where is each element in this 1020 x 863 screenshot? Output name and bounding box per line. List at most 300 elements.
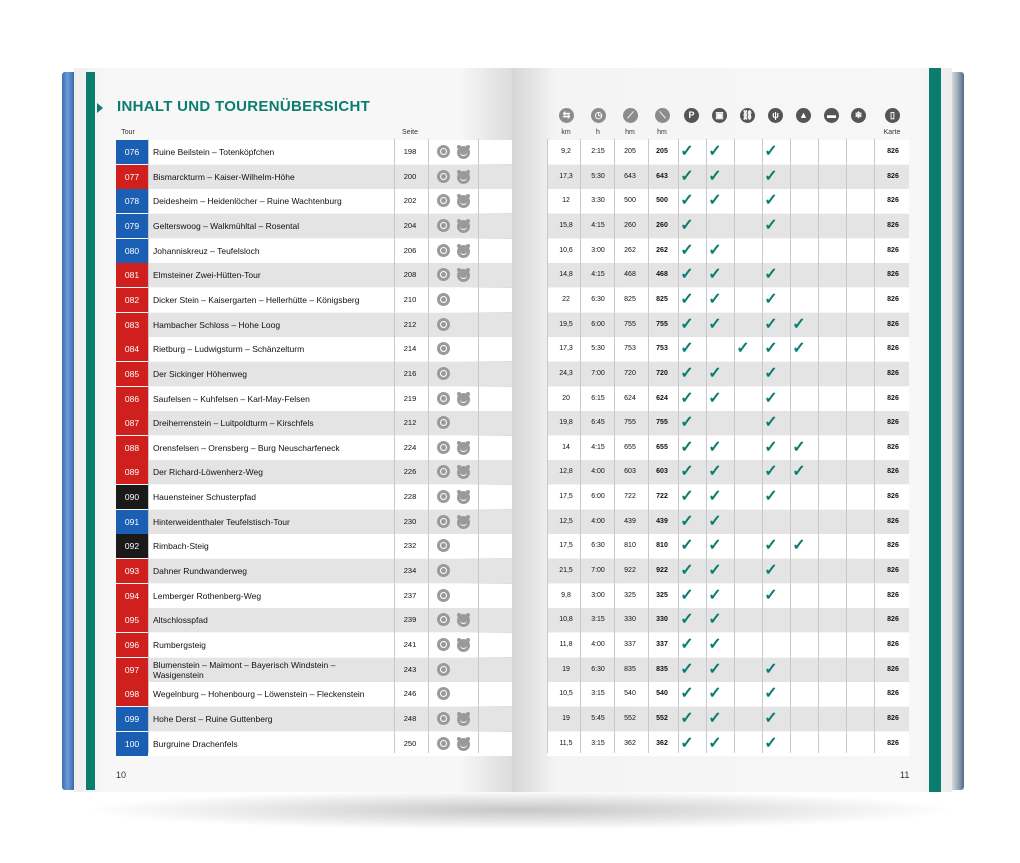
descent-hm: 825 <box>656 296 668 303</box>
check-icon: ✓ <box>708 611 722 628</box>
circular-route-icon <box>437 663 450 676</box>
check-icon: ✓ <box>764 291 778 308</box>
tour-page: 214 <box>403 344 417 353</box>
map-number: 826 <box>887 542 899 549</box>
ascent-hm: 205 <box>624 148 636 155</box>
check-icon: ✓ <box>680 291 694 308</box>
check-icon: ✓ <box>708 439 722 456</box>
column-divider <box>846 139 847 753</box>
tour-number: 089 <box>116 460 148 484</box>
check-icon: ✓ <box>764 316 778 333</box>
tour-number: 100 <box>116 732 148 756</box>
tour-number: 094 <box>116 584 148 608</box>
distance-km: 11,5 <box>559 740 573 747</box>
map-number: 826 <box>887 271 899 278</box>
ascent-hm: 500 <box>624 197 636 204</box>
tour-name: Rietburg – Ludwigsturm – Schänzelturm <box>153 344 305 354</box>
ascent-hm: 540 <box>624 690 636 697</box>
map-number: 826 <box>887 567 899 574</box>
tour-name: Hauensteiner Schusterpfad <box>153 492 257 502</box>
ascent-hm: 362 <box>624 740 636 747</box>
check-icon: ✓ <box>680 266 694 283</box>
ascent-hm: 337 <box>624 641 636 648</box>
tour-page: 200 <box>403 172 417 181</box>
header-karte: Karte <box>883 129 901 136</box>
check-icon: ✓ <box>680 661 694 678</box>
map-number: 826 <box>887 222 899 229</box>
bear-family-icon <box>457 516 470 529</box>
column-divider <box>706 139 707 753</box>
circular-route-icon <box>437 367 450 380</box>
distance-km: 9,2 <box>561 148 571 155</box>
tour-number: 081 <box>116 263 148 287</box>
column-divider <box>148 139 149 753</box>
tour-number: 086 <box>116 387 148 411</box>
tour-page: 243 <box>403 665 417 674</box>
check-icon: ✓ <box>708 365 722 382</box>
distance-km: 17,5 <box>559 542 573 549</box>
descent-hm: 439 <box>656 518 668 525</box>
bear-family-icon <box>457 220 470 233</box>
duration-h: 6:15 <box>591 395 605 402</box>
distance-km: 19 <box>562 666 570 673</box>
tour-page: 228 <box>403 492 417 501</box>
descent-hm: 500 <box>656 197 668 204</box>
check-icon: ✓ <box>680 636 694 653</box>
check-icon: ✓ <box>708 242 722 259</box>
tour-name: Dicker Stein – Kaisergarten – Hellerhütte – Königsberg <box>153 295 360 305</box>
tour-name: Altschlosspfad <box>153 615 208 625</box>
check-icon: ✓ <box>680 513 694 530</box>
check-icon: ✓ <box>764 488 778 505</box>
descent-hm: 262 <box>656 247 668 254</box>
bear-family-icon <box>457 491 470 504</box>
tour-name: Wegelnburg – Hohenbourg – Löwenstein – Fleckenstein <box>153 689 365 699</box>
duration-h: 6:30 <box>591 666 605 673</box>
circular-route-icon <box>437 589 450 602</box>
check-icon: ✓ <box>708 291 722 308</box>
descent-hm: 753 <box>656 345 668 352</box>
duration-h: 2:15 <box>591 148 605 155</box>
check-icon: ✓ <box>764 685 778 702</box>
duration-h: 6:00 <box>591 321 605 328</box>
bed-icon: ▬ <box>824 108 839 123</box>
column-divider <box>614 139 615 753</box>
check-icon: ✓ <box>680 242 694 259</box>
check-icon: ✓ <box>708 390 722 407</box>
ascent-hm: 922 <box>624 567 636 574</box>
check-icon: ✓ <box>680 735 694 752</box>
tour-name: Deidesheim – Heidenlöcher – Ruine Wachtenburg <box>153 196 342 206</box>
duration-h: 4:00 <box>591 518 605 525</box>
check-icon: ✓ <box>792 316 806 333</box>
bear-family-icon <box>457 713 470 726</box>
duration-h: 3:30 <box>591 197 605 204</box>
circular-route-icon <box>437 737 450 750</box>
tour-name: Lemberger Rothenberg-Weg <box>153 591 262 601</box>
tour-page: 208 <box>403 270 417 279</box>
descent-hm: 722 <box>656 493 668 500</box>
duration-h: 6:30 <box>591 296 605 303</box>
descent-hm: 362 <box>656 740 668 747</box>
ascent-hm: 753 <box>624 345 636 352</box>
ascent-hm: 810 <box>624 542 636 549</box>
check-icon: ✓ <box>680 611 694 628</box>
ascent-hm: 720 <box>624 370 636 377</box>
tour-number: 085 <box>116 362 148 386</box>
ascent-hm: 603 <box>624 468 636 475</box>
check-icon: ✓ <box>708 143 722 160</box>
descent-hm: 540 <box>656 690 668 697</box>
check-icon: ✓ <box>708 463 722 480</box>
circular-route-icon <box>437 638 450 651</box>
column-divider <box>790 139 791 753</box>
map-number: 826 <box>887 197 899 204</box>
duration-h: 3:00 <box>591 592 605 599</box>
map-number: 826 <box>887 666 899 673</box>
descent-hm: 468 <box>656 271 668 278</box>
duration-h: 3:15 <box>591 616 605 623</box>
duration-h: 5:30 <box>591 173 605 180</box>
check-icon: ✓ <box>708 192 722 209</box>
distance-km: 12,8 <box>559 468 573 475</box>
tour-name: Bismarckturm – Kaiser-Wilhelm-Höhe <box>153 172 295 182</box>
tour-page: 219 <box>403 394 417 403</box>
map-number: 826 <box>887 395 899 402</box>
check-icon: ✓ <box>792 439 806 456</box>
map-number: 826 <box>887 690 899 697</box>
distance-km: 24,3 <box>559 370 573 377</box>
tour-number: 088 <box>116 436 148 460</box>
check-icon: ✓ <box>680 710 694 727</box>
tour-number: 093 <box>116 559 148 583</box>
check-icon: ✓ <box>764 661 778 678</box>
page-number-right: 11 <box>900 770 910 780</box>
map-number: 826 <box>887 592 899 599</box>
parking-icon: P <box>684 108 699 123</box>
ascent-icon: ⟋ <box>623 108 638 123</box>
snowflake-icon: ❄ <box>851 108 866 123</box>
descent-hm: 755 <box>656 321 668 328</box>
tour-page: 234 <box>403 566 417 575</box>
ascent-hm: 825 <box>624 296 636 303</box>
tour-name: Hambacher Schloss – Hohe Loog <box>153 320 281 330</box>
distance-km: 20 <box>562 395 570 402</box>
check-icon: ✓ <box>708 562 722 579</box>
tour-page: 241 <box>403 640 417 649</box>
tour-number: 090 <box>116 485 148 509</box>
check-icon: ✓ <box>680 217 694 234</box>
header-seite: Seite <box>402 129 418 136</box>
tour-name: Ruine Beilstein – Totenköpfchen <box>153 147 275 157</box>
ascent-hm: 755 <box>624 321 636 328</box>
circular-route-icon <box>437 416 450 429</box>
check-icon: ✓ <box>708 710 722 727</box>
tour-number: 087 <box>116 411 148 435</box>
distance-km: 19 <box>562 715 570 722</box>
circular-route-icon <box>437 539 450 552</box>
tour-number: 099 <box>116 707 148 731</box>
check-icon: ✓ <box>764 463 778 480</box>
tour-name: Johanniskreuz – Teufelsloch <box>153 246 260 256</box>
circular-route-icon <box>437 441 450 454</box>
tour-page: 212 <box>403 418 417 427</box>
tour-page: 226 <box>403 467 417 476</box>
clock-icon: ◷ <box>591 108 606 123</box>
distance-km: 14,8 <box>559 271 573 278</box>
distance-km: 19,5 <box>559 321 573 328</box>
ascent-hm: 468 <box>624 271 636 278</box>
ascent-hm: 655 <box>624 444 636 451</box>
restaurant-icon: ψ <box>768 108 783 123</box>
descent-hm: 624 <box>656 395 668 402</box>
duration-h: 5:45 <box>591 715 605 722</box>
circular-route-icon <box>437 194 450 207</box>
check-icon: ✓ <box>680 168 694 185</box>
tour-number: 082 <box>116 288 148 312</box>
distance-km: 21,5 <box>559 567 573 574</box>
check-icon: ✓ <box>764 168 778 185</box>
check-icon: ✓ <box>764 192 778 209</box>
tour-name: Dreiherrenstein – Luitpoldturm – Kirschfels <box>153 418 314 428</box>
distance-km: 19,8 <box>559 419 573 426</box>
tour-name: Orensfelsen – Orensberg – Burg Neuscharfeneck <box>153 443 340 453</box>
check-icon: ✓ <box>680 414 694 431</box>
tour-page: 206 <box>403 246 417 255</box>
bear-family-icon <box>457 146 470 159</box>
tour-number: 079 <box>116 214 148 238</box>
distance-km: 9,8 <box>561 592 571 599</box>
circular-route-icon <box>437 465 450 478</box>
descent-hm: 835 <box>656 666 668 673</box>
circular-route-icon <box>437 712 450 725</box>
check-icon: ✓ <box>708 513 722 530</box>
column-divider <box>678 139 679 753</box>
map-number: 826 <box>887 641 899 648</box>
check-icon: ✓ <box>680 340 694 357</box>
descent-hm: 810 <box>656 542 668 549</box>
distance-km: 10,8 <box>559 616 573 623</box>
duration-h: 6:30 <box>591 542 605 549</box>
check-icon: ✓ <box>764 710 778 727</box>
distance-km: 10,5 <box>559 690 573 697</box>
check-icon: ✓ <box>764 340 778 357</box>
check-icon: ✓ <box>764 537 778 554</box>
check-icon: ✓ <box>708 168 722 185</box>
ascent-hm: 624 <box>624 395 636 402</box>
duration-h: 3:00 <box>591 247 605 254</box>
circular-route-icon <box>437 170 450 183</box>
check-icon: ✓ <box>680 537 694 554</box>
duration-h: 6:45 <box>591 419 605 426</box>
tour-page: 198 <box>403 147 417 156</box>
check-icon: ✓ <box>680 192 694 209</box>
tour-page: 248 <box>403 714 417 723</box>
bear-family-icon <box>457 195 470 208</box>
tour-number: 080 <box>116 239 148 263</box>
bear-family-icon <box>457 171 470 184</box>
descent-icon: ⟍ <box>655 108 670 123</box>
descent-hm: 603 <box>656 468 668 475</box>
check-icon: ✓ <box>708 537 722 554</box>
ascent-hm: 835 <box>624 666 636 673</box>
circular-route-icon <box>437 145 450 158</box>
circular-route-icon <box>437 219 450 232</box>
map-number: 826 <box>887 173 899 180</box>
map-icon: ▯ <box>885 108 900 123</box>
check-icon: ✓ <box>708 316 722 333</box>
descent-hm: 260 <box>656 222 668 229</box>
map-number: 826 <box>887 518 899 525</box>
check-icon: ✓ <box>708 636 722 653</box>
check-icon: ✓ <box>764 390 778 407</box>
bear-family-icon <box>457 639 470 652</box>
check-icon: ✓ <box>680 365 694 382</box>
tour-name: Der Sickinger Höhenweg <box>153 369 248 379</box>
check-icon: ✓ <box>736 340 750 357</box>
check-icon: ✓ <box>764 217 778 234</box>
distance-km: 12 <box>562 197 570 204</box>
tour-name: Saufelsen – Kuhfelsen – Karl-May-Felsen <box>153 394 310 404</box>
tour-page: 224 <box>403 443 417 452</box>
tour-page: 230 <box>403 517 417 526</box>
map-number: 826 <box>887 247 899 254</box>
cable-car-icon: ⛓ <box>740 108 755 123</box>
bus-icon: ▣ <box>712 108 727 123</box>
tour-number: 095 <box>116 608 148 632</box>
header-hm-up: hm <box>625 129 635 136</box>
hut-icon: ▲ <box>796 108 811 123</box>
tour-number: 091 <box>116 510 148 534</box>
tour-page: 239 <box>403 615 417 624</box>
tour-number: 083 <box>116 313 148 337</box>
column-divider <box>547 139 548 753</box>
circular-route-icon <box>437 244 450 257</box>
distance-km: 22 <box>562 296 570 303</box>
distance-km: 14 <box>562 444 570 451</box>
check-icon: ✓ <box>764 587 778 604</box>
column-divider <box>428 139 429 753</box>
ascent-hm: 260 <box>624 222 636 229</box>
map-number: 826 <box>887 493 899 500</box>
map-number: 826 <box>887 419 899 426</box>
ascent-hm: 439 <box>624 518 636 525</box>
tour-number: 076 <box>116 140 148 164</box>
header-hm-down: hm <box>657 129 667 136</box>
check-icon: ✓ <box>680 562 694 579</box>
check-icon: ✓ <box>680 390 694 407</box>
circular-route-icon <box>437 342 450 355</box>
distance-km: 10,6 <box>559 247 573 254</box>
column-divider <box>762 139 763 753</box>
tour-number: 078 <box>116 189 148 213</box>
tour-number: 084 <box>116 337 148 361</box>
duration-h: 4:00 <box>591 468 605 475</box>
distance-km: 11,8 <box>559 641 573 648</box>
tour-page: 232 <box>403 541 417 550</box>
duration-h: 4:15 <box>591 444 605 451</box>
header-tour: Tour <box>121 129 135 136</box>
bear-family-icon <box>457 393 470 406</box>
map-number: 826 <box>887 715 899 722</box>
tour-name: Rimbach-Steig <box>153 541 209 551</box>
map-number: 826 <box>887 296 899 303</box>
map-number: 826 <box>887 616 899 623</box>
duration-h: 6:00 <box>591 493 605 500</box>
page-title: INHALT UND TOURENÜBERSICHT <box>117 98 371 115</box>
tour-name: Elmsteiner Zwei-Hütten-Tour <box>153 270 261 280</box>
header-h: h <box>596 129 600 136</box>
check-icon: ✓ <box>792 340 806 357</box>
check-icon: ✓ <box>680 316 694 333</box>
check-icon: ✓ <box>680 587 694 604</box>
tour-page: 212 <box>403 320 417 329</box>
tour-number: 077 <box>116 165 148 189</box>
tour-page: 216 <box>403 369 417 378</box>
tour-page: 210 <box>403 295 417 304</box>
circular-route-icon <box>437 293 450 306</box>
duration-h: 3:15 <box>591 690 605 697</box>
duration-h: 7:00 <box>591 370 605 377</box>
distance-km: 17,3 <box>559 345 573 352</box>
distance-km: 12,5 <box>559 518 573 525</box>
check-icon: ✓ <box>708 661 722 678</box>
descent-hm: 755 <box>656 419 668 426</box>
bear-family-icon <box>457 245 470 258</box>
ascent-hm: 330 <box>624 616 636 623</box>
map-number: 826 <box>887 148 899 155</box>
map-number: 826 <box>887 370 899 377</box>
descent-hm: 655 <box>656 444 668 451</box>
tour-page: 237 <box>403 591 417 600</box>
tour-name: Burgruine Drachenfels <box>153 739 238 749</box>
descent-hm: 552 <box>656 715 668 722</box>
distance-km: 17,3 <box>559 173 573 180</box>
column-divider <box>734 139 735 753</box>
descent-hm: 337 <box>656 641 668 648</box>
tour-name: Rumbergsteig <box>153 640 206 650</box>
tour-name: Der Richard-Löwenherz-Weg <box>153 467 263 477</box>
check-icon: ✓ <box>708 735 722 752</box>
check-icon: ✓ <box>764 562 778 579</box>
circular-route-icon <box>437 613 450 626</box>
tour-name: Dahner Rundwanderweg <box>153 566 248 576</box>
check-icon: ✓ <box>764 735 778 752</box>
circular-route-icon <box>437 687 450 700</box>
bear-family-icon <box>457 442 470 455</box>
check-icon: ✓ <box>680 685 694 702</box>
column-divider <box>874 139 875 753</box>
check-icon: ✓ <box>792 537 806 554</box>
map-number: 826 <box>887 444 899 451</box>
duration-h: 7:00 <box>591 567 605 574</box>
green-margin-right <box>929 68 941 792</box>
book-shadow <box>80 790 960 830</box>
tour-page: 250 <box>403 739 417 748</box>
tour-number: 096 <box>116 633 148 657</box>
book-edge-right <box>952 72 964 790</box>
ascent-hm: 755 <box>624 419 636 426</box>
tour-name: Hohe Derst – Ruine Guttenberg <box>153 714 273 724</box>
column-divider <box>648 139 649 753</box>
title-arrow-icon <box>97 103 103 113</box>
check-icon: ✓ <box>764 143 778 160</box>
check-icon: ✓ <box>708 266 722 283</box>
tour-name: Blumenstein – Maimont – Bayerisch Windstein – Wasigenstein <box>153 660 336 680</box>
duration-h: 4:15 <box>591 271 605 278</box>
map-number: 826 <box>887 740 899 747</box>
tour-page: 202 <box>403 196 417 205</box>
